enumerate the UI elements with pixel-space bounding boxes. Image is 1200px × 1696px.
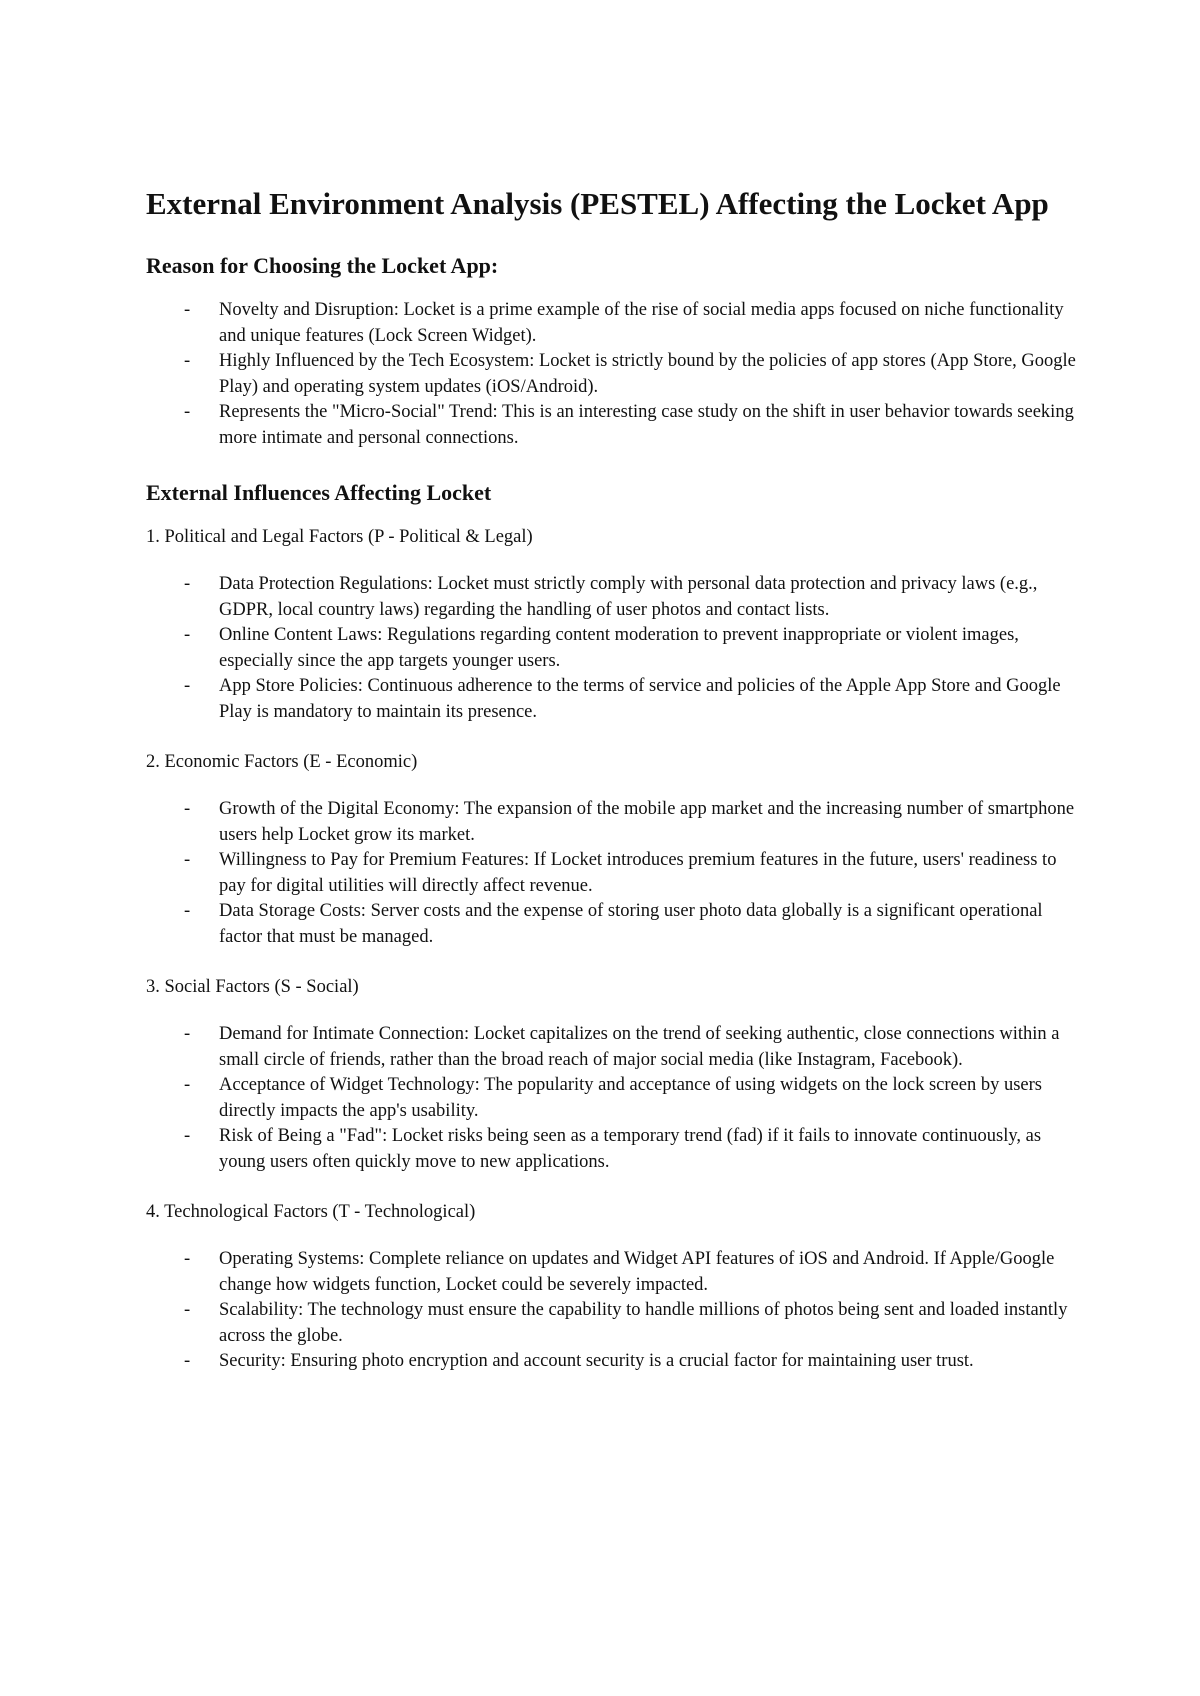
bullet-dash: - [184, 1075, 191, 1095]
bullet-dash: - [184, 300, 191, 320]
list-item [146, 1124, 1076, 1175]
social-list [146, 1022, 1076, 1175]
factor-title-social: 3. Social Factors (S - Social) [146, 977, 359, 997]
bullet-dash: - [184, 402, 191, 422]
document-title: External Environment Analysis (PESTEL) Affecting the Locket App [146, 186, 1049, 221]
factor-title-technological: 4. Technological Factors (T - Technological) [146, 1202, 476, 1222]
list-item [146, 1298, 1076, 1349]
list-item-text: Represents the "Micro-Social" Trend: This is an interesting case study on the shift in user behavior towards seeking more intimate and personal connections. [219, 402, 1074, 448]
list-item [146, 1073, 1076, 1124]
list-item-text: Acceptance of Widget Technology: The popularity and acceptance of using widgets on the lock screen by users directly impacts the app's usability. [219, 1075, 1042, 1121]
technological-list [146, 1247, 1076, 1375]
list-item-text: Risk of Being a "Fad": Locket risks being seen as a temporary trend (fad) if it fails to innovate continuously, as young users often quickly move to new applications. [219, 1126, 1042, 1172]
economic-list [146, 797, 1076, 950]
reason-heading: Reason for Choosing the Locket App: [146, 253, 499, 278]
list-item-text: Operating Systems: Complete reliance on updates and Widget API features of iOS and Android. If Apple/Google change how widgets function, Locket could be severely impacted. [219, 1249, 1055, 1295]
list-item-text: Data Protection Regulations: Locket must strictly comply with personal data protection and privacy laws (e.g., GDPR, local country laws) regarding the handling of user photos and contact lists. [219, 574, 1038, 620]
reason-list [146, 298, 1076, 451]
bullet-dash: - [184, 901, 191, 921]
list-item [146, 1022, 1076, 1073]
bullet-dash: - [184, 1024, 191, 1044]
list-item [146, 1349, 1076, 1375]
bullet-dash: - [184, 676, 191, 696]
factor-title-economic: 2. Economic Factors (E - Economic) [146, 752, 418, 772]
bullet-dash: - [184, 850, 191, 870]
list-item-text: Scalability: The technology must ensure the capability to handle millions of photos being sent and loaded instantly across the globe. [219, 1300, 1068, 1346]
bullet-dash: - [184, 574, 191, 594]
list-item-text: Growth of the Digital Economy: The expansion of the mobile app market and the increasing number of smartphone users help Locket grow its market. [219, 799, 1075, 845]
list-item [146, 848, 1076, 899]
list-item-text: Willingness to Pay for Premium Features: If Locket introduces premium features in the future, users' readiness to pay for digital utilities will directly affect revenue. [219, 850, 1057, 896]
bullet-dash: - [184, 625, 191, 645]
bullet-dash: - [184, 1126, 191, 1146]
list-item-text: Online Content Laws: Regulations regarding content moderation to prevent inappropriate or violent images, especially since the app targets younger users. [219, 625, 1019, 671]
list-item [146, 572, 1076, 623]
list-item [146, 797, 1076, 848]
list-item [146, 1247, 1076, 1298]
bullet-dash: - [184, 1249, 191, 1269]
list-item-text: Highly Influenced by the Tech Ecosystem: Locket is strictly bound by the policies of app stores (App Store, Google Play) and operating system updates (iOS/Android). [219, 351, 1076, 397]
list-item [146, 899, 1076, 950]
list-item-text: Data Storage Costs: Server costs and the expense of storing user photo data globally is a significant operational factor that must be managed. [219, 901, 1043, 947]
list-item [146, 674, 1076, 725]
political-list [146, 572, 1076, 725]
bullet-dash: - [184, 1300, 191, 1320]
list-item [146, 400, 1076, 451]
bullet-dash: - [184, 1351, 191, 1371]
list-item-text: Novelty and Disruption: Locket is a prime example of the rise of social media apps focused on niche functionality and unique features (Lock Screen Widget). [219, 300, 1064, 346]
bullet-dash: - [184, 351, 191, 371]
influences-heading: External Influences Affecting Locket [146, 480, 492, 505]
factor-title-political: 1. Political and Legal Factors (P - Political & Legal) [146, 527, 533, 547]
list-item-text: Security: Ensuring photo encryption and account security is a crucial factor for maintaining user trust. [219, 1351, 974, 1371]
list-item [146, 298, 1076, 349]
document-page [146, 184, 1076, 1400]
list-item [146, 349, 1076, 400]
list-item-text: App Store Policies: Continuous adherence to the terms of service and policies of the Apple App Store and Google Play is mandatory to maintain its presence. [219, 676, 1061, 722]
list-item-text: Demand for Intimate Connection: Locket capitalizes on the trend of seeking authentic, close connections within a small circle of friends, rather than the broad reach of major social media (like Instagram, Facebook). [219, 1024, 1060, 1070]
list-item [146, 623, 1076, 674]
bullet-dash: - [184, 799, 191, 819]
